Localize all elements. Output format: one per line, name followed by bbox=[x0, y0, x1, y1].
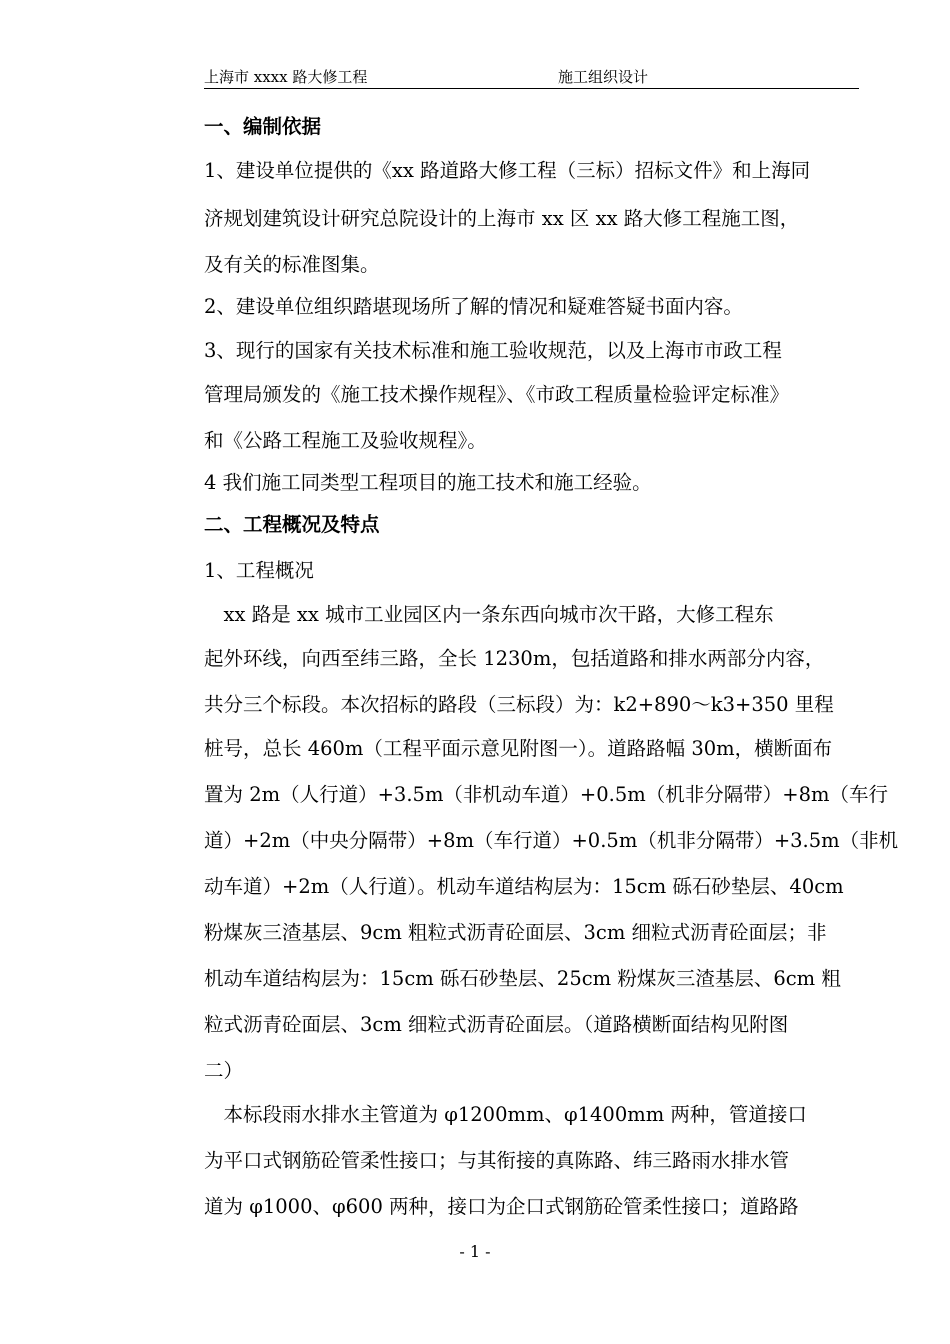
page-number: - 1 - bbox=[459, 1242, 491, 1261]
paragraph-line: 道）+2m（中央分隔带）+8m（车行道）+0.5m（机非分隔带）+3.5m（非机 bbox=[204, 829, 899, 852]
paragraph-line: 济规划建筑设计研究总院设计的上海市 xx 区 xx 路大修工程施工图， bbox=[204, 207, 800, 230]
paragraph-line: 置为 2m（人行道）+3.5m（非机动车道）+0.5m（机非分隔带）+8m（车行 bbox=[204, 783, 889, 806]
header-project-name: 上海市 xxxx 路大修工程 bbox=[204, 68, 368, 86]
paragraph-line: 粒式沥青砼面层、3cm 细粒式沥青砼面层。（道路横断面结构见附图 bbox=[204, 1013, 789, 1036]
paragraph-line: 起外环线，向西至纬三路，全长 1230m，包括道路和排水两部分内容， bbox=[204, 647, 825, 670]
header-document-type: 施工组织设计 bbox=[558, 68, 649, 86]
paragraph-line: 动车道）+2m（人行道）。机动车道结构层为：15cm 砾石砂垫层、40cm bbox=[204, 875, 844, 898]
section-heading: 一、编制依据 bbox=[204, 115, 322, 138]
paragraph-line: 3、现行的国家有关技术标准和施工验收规范，以及上海市市政工程 bbox=[204, 339, 782, 362]
page-header bbox=[204, 66, 859, 89]
paragraph-line: 1、建设单位提供的《xx 路道路大修工程（三标）招标文件》和上海同 bbox=[204, 159, 811, 182]
paragraph-line: 及有关的标准图集。 bbox=[204, 253, 380, 276]
paragraph-line: 桩号，总长 460m（工程平面示意见附图一）。道路路幅 30m，横断面布 bbox=[204, 737, 833, 760]
paragraph-line: 共分三个标段。本次招标的路段（三标段）为：k2+890～k3+350 里程 bbox=[204, 693, 834, 716]
section-heading: 二、工程概况及特点 bbox=[204, 513, 380, 536]
paragraph-line: 和《公路工程施工及验收规程》。 bbox=[204, 429, 487, 452]
paragraph-line: 本标段雨水排水主管道为 φ1200mm、φ1400mm 两种，管道接口 bbox=[204, 1103, 807, 1126]
paragraph-line: 4 我们施工同类型工程项目的施工技术和施工经验。 bbox=[204, 471, 652, 494]
paragraph-line: 为平口式钢筋砼管柔性接口；与其衔接的真陈路、纬三路雨水排水管 bbox=[204, 1149, 790, 1172]
paragraph-line: 粉煤灰三渣基层、9cm 粗粒式沥青砼面层、3cm 细粒式沥青砼面层；非 bbox=[204, 921, 827, 944]
paragraph-line: 道为 φ1000、φ600 两种，接口为企口式钢筋砼管柔性接口；道路路 bbox=[204, 1195, 799, 1218]
paragraph-line: 2、建设单位组织踏堪现场所了解的情况和疑难答疑书面内容。 bbox=[204, 295, 743, 318]
paragraph-line: 管理局颁发的《施工技术操作规程》、《市政工程质量检验评定标准》 bbox=[204, 383, 790, 406]
paragraph-line: 机动车道结构层为：15cm 砾石砂垫层、25cm 粉煤灰三渣基层、6cm 粗 bbox=[204, 967, 841, 990]
subsection-title: 1、工程概况 bbox=[204, 559, 314, 582]
paragraph-line: xx 路是 xx 城市工业园区内一条东西向城市次干路，大修工程东 bbox=[204, 603, 774, 626]
paragraph-line: 二） bbox=[204, 1059, 244, 1082]
